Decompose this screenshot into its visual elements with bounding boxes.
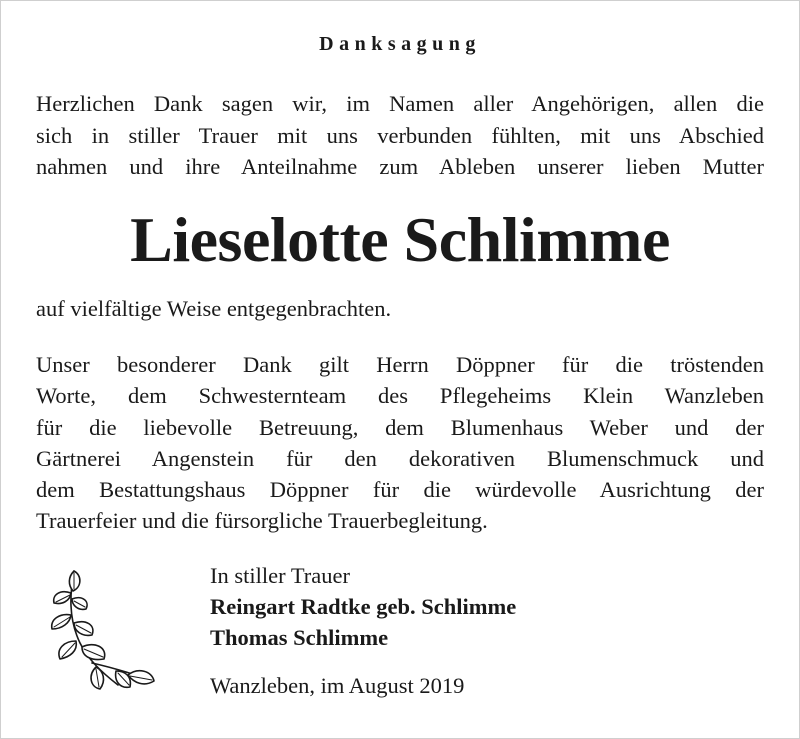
signature-intro: In stiller Trauer <box>210 563 350 588</box>
thanks-line: Unser besonderer Dank gilt Herrn Döppner für die tröstenden <box>36 352 764 377</box>
intro-line: sich in stiller Trauer mit uns verbunden fühlten, mit uns Abschied <box>36 122 764 148</box>
notice-heading: Danksagung <box>319 33 481 55</box>
intro-line: Herzlichen Dank sagen wir, im Namen aller Angehörigen, allen die <box>36 91 764 116</box>
intro-line: nahmen und ihre Anteilnahme zum Ableben unserer lieben Mutter <box>36 154 764 179</box>
intro-paragraph <box>36 88 764 183</box>
continuation-line: auf vielfältige Weise entgegenbrachten. <box>36 296 392 321</box>
thanks-line: Worte, dem Schwesternteam des Pflegeheims Klein Wanzleben <box>36 383 764 409</box>
thanks-line: Gärtnerei Angenstein für den dekorativen Blumenschmuck und <box>36 445 764 471</box>
thanks-line: für die liebevolle Betreuung, dem Blumenhaus Weber und der <box>36 414 764 440</box>
signature-block <box>210 560 516 653</box>
leaf-branch-icon <box>40 563 160 703</box>
place-date: Wanzleben, im August 2019 <box>210 673 465 698</box>
thanks-paragraph <box>36 349 764 537</box>
mourner-name: Thomas Schlimme <box>210 625 389 650</box>
mourner-name: Reingart Radtke geb. Schlimme <box>210 594 517 619</box>
deceased-name: Lieselotte Schlimme <box>130 204 670 275</box>
thanks-line: dem Bestattungshaus Döppner für die würdevolle Ausrichtung der <box>36 477 764 503</box>
thanks-line: Trauerfeier und die fürsorgliche Trauerbegleitung. <box>36 508 488 534</box>
